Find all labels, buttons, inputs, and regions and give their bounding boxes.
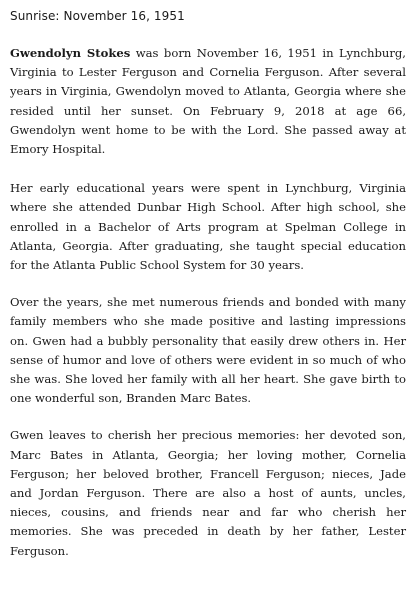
paragraph-survivors: Gwen leaves to cherish her precious memories: her devoted son, Marc Bates in Atlanta, Georgia; her loving mother, Cornelia Ferguson; her beloved brother, Francell Ferguson; nieces, Jade and Jordan Ferguson. There are also a host of aunts, uncles, nieces, cousins, and friends near and far who cherish her memories. She was preceded in death by her father, Lester Ferguson. xyxy=(10,428,406,558)
paragraph-education: Her early educational years were spent in Lynchburg, Virginia where she attended Dunbar High School. After high school, she enrolled in a Bachelor of Arts program at Spelman College in Atlanta, Georgia. After graduating, she taught special education for the Atlanta Public School System for 30 years. xyxy=(10,181,406,273)
sunrise-date: Sunrise: November 16, 1951 xyxy=(10,9,185,23)
paragraph-birth-text: was born November 16, 1951 in Lynchburg, Virginia to Lester Ferguson and Cornelia Ferguson. After several years in Virginia, Gwendolyn moved to Atlanta, Georgia where she resided until her sunset. On February 9, 2018 at age 66, Gwendolyn went home to be with the Lord. She passed away at Emory Hospital. xyxy=(10,46,406,157)
paragraph-birth xyxy=(10,44,406,159)
deceased-name: Gwendolyn Stokes xyxy=(10,46,131,60)
paragraph-personality: Over the years, she met numerous friends and bonded with many family members who she made positive and lasting impressions on. Gwen had a bubbly personality that easily drew others in. Her sense of humor and love of others were evident in so much of who she was. She loved her family with all her heart. She gave birth to one wonderful son, Branden Marc Bates. xyxy=(10,295,406,406)
